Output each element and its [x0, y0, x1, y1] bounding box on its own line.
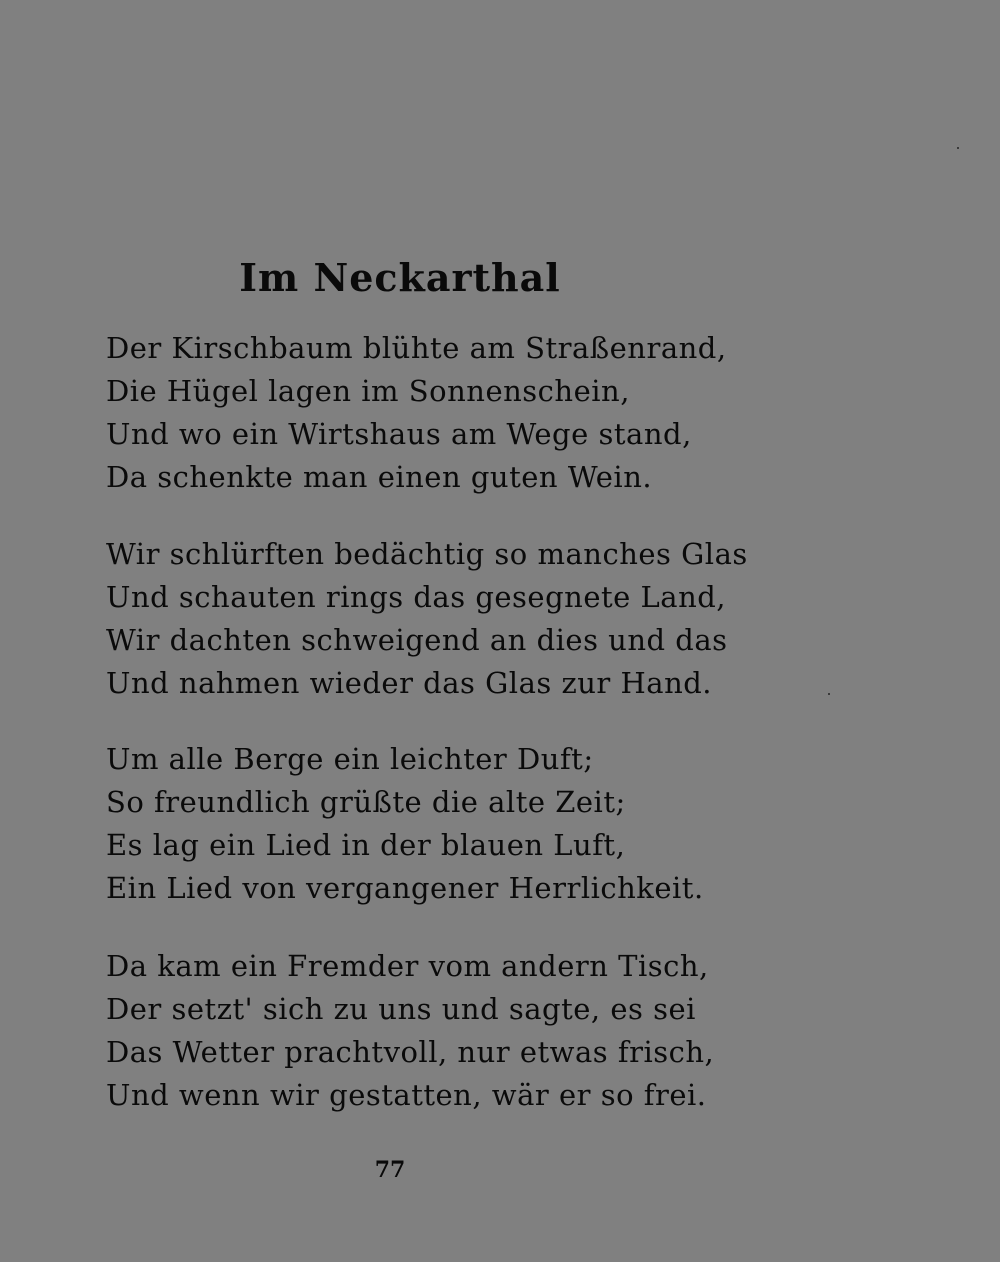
stanza-3 — [106, 738, 746, 910]
verse-line: Es lag ein Lied in der blauen Luft, — [106, 828, 626, 862]
stanza-4 — [106, 945, 746, 1117]
verse-line: Ein Lied von vergangener Herrlichkeit. — [106, 871, 704, 905]
verse-line: Wir schlürften bedächtig so manches Glas — [106, 537, 748, 571]
verse-line: Der Kirschbaum blühte am Straßenrand, — [106, 331, 727, 365]
stanza-2 — [106, 533, 746, 705]
verse-line: Die Hügel lagen im Sonnenschein, — [106, 374, 630, 408]
stanza-1 — [106, 327, 746, 499]
scan-speck — [828, 693, 830, 695]
verse-line: Das Wetter prachtvoll, nur etwas frisch, — [106, 1035, 715, 1069]
verse-line: Da schenkte man einen guten Wein. — [106, 460, 653, 494]
verse-line: Wir dachten schweigend an dies und das — [106, 623, 728, 657]
scan-speck — [957, 147, 959, 149]
verse-line: Und nahmen wieder das Glas zur Hand. — [106, 666, 713, 700]
verse-line: So freundlich grüßte die alte Zeit; — [106, 785, 626, 819]
verse-line: Um alle Berge ein leichter Duft; — [106, 742, 594, 776]
verse-line: Da kam ein Fremder vom andern Tisch, — [106, 949, 709, 983]
verse-line: Der setzt' sich zu uns und sagte, es sei — [106, 992, 696, 1026]
verse-line: Und wo ein Wirtshaus am Wege stand, — [106, 417, 692, 451]
poem-title: Im Neckarthal — [239, 255, 561, 300]
verse-line: Und wenn wir gestatten, wär er so frei. — [106, 1078, 707, 1112]
verse-line: Und schauten rings das gesegnete Land, — [106, 580, 727, 614]
page-number: 77 — [374, 1157, 406, 1183]
